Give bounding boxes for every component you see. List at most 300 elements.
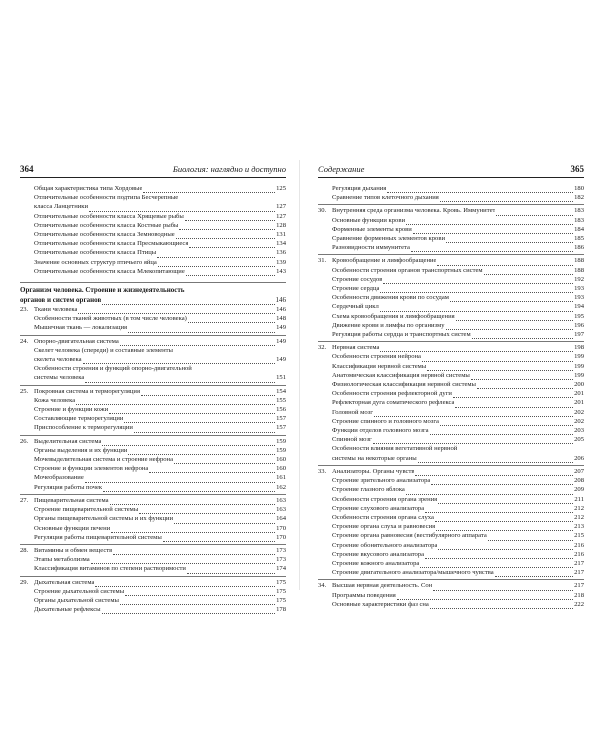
leader-dots: [471, 373, 573, 380]
toc-entry-page: 196: [574, 321, 584, 329]
toc-entry-page: 200: [574, 381, 584, 389]
toc-entry: [318, 591, 584, 600]
leader-dots: [406, 488, 573, 495]
leader-dots: [450, 295, 573, 302]
toc-entry: [20, 555, 286, 564]
toc-entry: [20, 202, 286, 211]
toc-entry-title: Спинной мозг: [332, 436, 372, 444]
toc-entry: [20, 267, 286, 276]
toc-entry-page: 149: [276, 337, 286, 345]
toc-entry-page: 205: [574, 436, 584, 444]
toc-entry-number: 28.: [20, 546, 29, 554]
toc-entry: [318, 352, 584, 361]
toc-entry-page: 209: [574, 486, 584, 494]
leader-dots: [103, 485, 275, 492]
leader-dots: [189, 241, 275, 248]
toc-entry-title: Отличительные особенности класса Земноводные: [34, 231, 175, 239]
toc-entry: [318, 476, 584, 485]
toc-entry-page: 217: [574, 582, 584, 590]
toc-entry-page: 217: [574, 559, 584, 567]
leader-dots: [387, 186, 573, 193]
toc-entry-title: Движение крови и лимфы по организму: [332, 321, 445, 329]
toc-entry-number: 29.: [20, 578, 29, 586]
toc-entry-page: 202: [574, 417, 584, 425]
toc-entry-page: 127: [276, 203, 286, 211]
toc-entry: [318, 426, 584, 435]
toc-entry-title: Строение спинного и головного мозга: [332, 417, 439, 425]
leader-dots: [383, 277, 573, 284]
toc-entry-title: Строение вкусового анализатора: [332, 550, 425, 558]
toc-entry-page: 175: [276, 596, 286, 604]
toc-entry: [20, 346, 286, 355]
toc-entry: [318, 293, 584, 302]
toc-entry: [318, 417, 584, 426]
toc-entry-page: 151: [276, 374, 286, 382]
leader-dots: [380, 286, 573, 293]
toc-entry-title: Особенности строения органа слуха: [332, 513, 434, 521]
toc-entry-title: Особенности строения органа зрения: [332, 495, 438, 503]
toc-entry-title: Особенности тканей животных (в том числе человека): [34, 315, 187, 323]
toc-entry-page: 174: [276, 565, 286, 573]
toc-entry-page: 134: [276, 240, 286, 248]
leader-dots: [438, 497, 573, 504]
right-page-number: 365: [570, 164, 584, 174]
leader-dots: [174, 517, 275, 524]
leader-dots: [149, 466, 275, 473]
toc-entry: [318, 568, 584, 577]
toc-entry-page: 188: [574, 266, 584, 274]
toc-entry: [20, 446, 286, 455]
leader-dots: [446, 236, 573, 243]
toc-entry: [20, 248, 286, 257]
toc-entry-title: Строение глазного яблока: [332, 486, 405, 494]
leader-dots: [128, 326, 275, 333]
leader-dots: [436, 524, 573, 531]
toc-entry-title: Классификация витаминов по степени растворимости: [34, 565, 186, 573]
leader-dots: [438, 543, 573, 550]
toc-entry-title: Нервная система: [332, 344, 380, 352]
toc-entry-page: 208: [574, 477, 584, 485]
toc-entry: [20, 385, 286, 396]
toc-entry-title: Отличительные особенности подтипа Бесчерепные: [34, 194, 179, 202]
toc-entry-page: 199: [574, 353, 584, 361]
leader-dots: [435, 515, 573, 522]
toc-entry-page: 160: [276, 456, 286, 464]
leader-dots: [176, 232, 275, 239]
leader-dots: [89, 205, 275, 212]
toc-entry: [318, 380, 584, 389]
toc-entry-page: 180: [574, 185, 584, 192]
toc-entry-page: 182: [574, 194, 584, 202]
toc-entry-page: 143: [276, 267, 286, 275]
toc-entry-title: Отличительные особенности класса Хрящевые рыбы: [34, 212, 184, 220]
toc-entry: [20, 396, 286, 405]
leader-dots: [472, 332, 573, 339]
left-page: [20, 164, 286, 614]
toc-entry: [20, 423, 286, 432]
toc-entry-title: Витамины и обмен веществ: [34, 546, 113, 554]
leader-dots: [430, 602, 573, 609]
toc-entry-page: 162: [276, 483, 286, 491]
toc-entry: [20, 230, 286, 239]
toc-entry-page: 213: [574, 523, 584, 531]
toc-entry: [318, 284, 584, 293]
toc-entry: [318, 204, 584, 215]
toc-entry: [318, 541, 584, 550]
toc-entry-title: Анализаторы. Органы чувств: [332, 467, 415, 475]
toc-entry: [20, 373, 286, 382]
leader-dots: [422, 355, 573, 362]
toc-entry: [20, 464, 286, 473]
leader-dots: [141, 389, 275, 396]
toc-entry: [318, 275, 584, 284]
leader-dots: [102, 439, 275, 446]
toc-entry-title: системы на некоторые органы: [332, 454, 417, 462]
leader-dots: [397, 593, 573, 600]
toc-entry: [318, 550, 584, 559]
toc-entry-title: Опорно-двигательная система: [34, 337, 119, 345]
toc-entry: [20, 514, 286, 523]
toc-entry-title: Выделительная система: [34, 437, 102, 445]
leader-dots: [406, 218, 573, 225]
leader-dots: [440, 195, 573, 202]
right-page-header: [318, 164, 584, 178]
toc-entry-title: класса Ланцетники: [34, 203, 88, 211]
toc-entry-page: 157: [276, 415, 286, 423]
toc-entry-title: Регуляция дыхания: [332, 185, 387, 192]
toc-entry: [318, 254, 584, 265]
toc-entry-title: Особенности строения органов транспортных систем: [332, 266, 483, 274]
toc-entry-title: Регуляция работы пищеварительной системы: [34, 533, 162, 541]
toc-entry-page: 155: [276, 396, 286, 404]
toc-entry: [20, 494, 286, 505]
toc-entry-page: 185: [574, 235, 584, 243]
leader-dots: [158, 260, 275, 267]
toc-entry-title: Скелет человека (спереди) и составные элементы: [34, 346, 173, 354]
leader-dots: [91, 557, 275, 564]
leader-dots: [179, 223, 275, 230]
toc-entry-title: Регуляция работы почек: [34, 483, 103, 491]
toc-entry-page: 149: [276, 324, 286, 332]
leader-dots: [95, 580, 275, 587]
toc-entry-page: 183: [574, 207, 584, 215]
toc-entry-page: 216: [574, 550, 584, 558]
toc-entry-title: Сердечный цикл: [332, 303, 379, 311]
toc-entry-title: Отличительные особенности класса Млекопитающие: [34, 267, 185, 275]
toc-entry-number: 30.: [318, 207, 327, 215]
toc-entry-page: 212: [574, 504, 584, 512]
toc-entry-number: 33.: [318, 467, 327, 475]
part-heading-page: 146: [275, 296, 286, 305]
toc-entry-title: Головной мозг: [332, 408, 373, 416]
toc-entry: [20, 323, 286, 332]
toc-entry: [20, 505, 286, 514]
toc-entry-title: Общая характеристика типа Хордовые: [34, 185, 143, 192]
leader-dots: [446, 323, 574, 330]
toc-entry-page: 127: [276, 212, 286, 220]
leader-dots: [495, 570, 573, 577]
toc-entry-title: Сравнение типов клеточного дыхания: [332, 194, 439, 202]
toc-entry: [20, 314, 286, 323]
toc-entry-page: 184: [574, 225, 584, 233]
leader-dots: [120, 339, 275, 346]
toc-entry-title: Строение кожного анализатора: [332, 559, 420, 567]
toc-entry-page: 160: [276, 465, 286, 473]
leader-dots: [111, 526, 275, 533]
toc-entry-title: Кровообращение и лимфообращение: [332, 257, 437, 265]
toc-entry: [318, 193, 584, 202]
toc-entry-title: Дыхательные рефлексы: [34, 606, 101, 614]
toc-entry-title: Особенности строения нейрона: [332, 353, 421, 361]
leader-dots: [125, 589, 275, 596]
toc-entry-title: Высшая нервная деятельность. Сон: [332, 582, 433, 590]
toc-entry-page: 193: [574, 285, 584, 293]
toc-entry-page: 164: [276, 515, 286, 523]
toc-entry-page: 217: [574, 569, 584, 577]
toc-entry: [318, 234, 584, 243]
leader-dots: [455, 401, 573, 408]
toc-entry: [318, 362, 584, 371]
leader-dots: [425, 506, 573, 513]
toc-entry: [318, 559, 584, 568]
toc-entry-page: 146: [276, 306, 286, 314]
toc-entry-page: 211: [574, 495, 584, 503]
leader-dots: [380, 345, 573, 352]
toc-entry-title: Этапы метаболизма: [34, 556, 90, 564]
toc-entry-page: 222: [574, 600, 584, 608]
leader-dots: [431, 478, 573, 485]
leader-dots: [188, 316, 275, 323]
toc-entry: [318, 504, 584, 513]
leader-dots: [411, 245, 573, 252]
toc-entry-title: Строение двигательного анализатора/мышечного чувства: [332, 569, 494, 577]
toc-entry-title: Строение обонятельного анализатора: [332, 541, 438, 549]
leader-dots: [456, 314, 573, 321]
leader-dots: [174, 457, 275, 464]
toc-entry-title: Строение пищеварительной системы: [34, 506, 139, 514]
toc-entry-page: 198: [574, 344, 584, 352]
leader-dots: [143, 186, 275, 193]
toc-entry: [20, 564, 286, 573]
toc-entry-page: 199: [574, 362, 584, 370]
right-toc-list: [318, 184, 584, 609]
toc-entry-title: Анатомическая классификация нервной системы: [332, 371, 470, 379]
toc-entry-title: Органы выделения и их функции: [34, 446, 128, 454]
toc-entry-page: 149: [276, 356, 286, 364]
left-page-number: 364: [20, 164, 34, 174]
toc-entry: [20, 355, 286, 364]
toc-entry: [20, 587, 286, 596]
toc-entry-page: 207: [574, 467, 584, 475]
toc-entry-title: Физиологическая классификация нервной системы: [332, 381, 476, 389]
left-page-header: [20, 164, 286, 178]
toc-entry: [20, 576, 286, 587]
toc-entry-title: Функции отделов головного мозга: [332, 427, 429, 435]
toc-entry: [318, 454, 584, 463]
toc-entry-page: 192: [574, 275, 584, 283]
leader-dots: [78, 307, 275, 314]
leader-dots: [186, 269, 275, 276]
leader-dots: [418, 456, 573, 463]
toc-entry: [318, 398, 584, 407]
toc-entry: [318, 371, 584, 380]
leader-dots: [380, 305, 573, 312]
toc-entry-title: Особенности строения рефлекторной дуги: [332, 390, 452, 398]
toc-entry: [20, 544, 286, 555]
toc-entry-title: Составляющие терморегуляции: [34, 415, 124, 423]
leader-dots: [157, 251, 275, 258]
toc-entry-page: 186: [574, 244, 584, 252]
toc-entry: [318, 579, 584, 590]
toc-entry-page: 178: [276, 606, 286, 614]
toc-entry-page: 203: [574, 427, 584, 435]
leader-dots: [437, 259, 573, 266]
toc-entry-title: Строение сосудов: [332, 275, 383, 283]
leader-dots: [187, 567, 275, 574]
toc-entry-title: Кожа человека: [34, 396, 76, 404]
left-toc-list-top: [20, 184, 286, 276]
toc-entry-title: Основные функции печени: [34, 524, 111, 532]
toc-entry-title: Строение органа равновесия (вестибулярного аппарата: [332, 532, 487, 540]
toc-entry: [318, 341, 584, 352]
toc-entry: [20, 533, 286, 542]
toc-entry-page: 212: [574, 513, 584, 521]
toc-entry-title: Рефлекторная дуга соматического рефлекса: [332, 399, 455, 407]
toc-entry-page: 193: [574, 294, 584, 302]
leader-dots: [109, 407, 275, 414]
leader-dots: [120, 598, 275, 605]
toc-entry: [318, 513, 584, 522]
leader-dots: [374, 410, 573, 417]
toc-entry: [318, 465, 584, 476]
toc-entry-title: Схема кровообращения и лимфообращения: [332, 312, 455, 320]
toc-entry-title: Дыхательная система: [34, 578, 95, 586]
toc-entry: [318, 225, 584, 234]
toc-entry-title: Классификация нервной системы: [332, 362, 427, 370]
toc-entry: [20, 524, 286, 533]
leader-dots: [134, 426, 275, 433]
leader-dots: [185, 214, 275, 221]
leader-dots: [128, 448, 275, 455]
toc-entry-page: 148: [276, 315, 286, 323]
toc-entry: [20, 435, 286, 446]
toc-entry-page: 218: [574, 591, 584, 599]
right-running-title: Содержание: [318, 164, 365, 174]
leader-dots: [163, 535, 275, 542]
toc-entry-title: Строение зрительного анализатора: [332, 477, 431, 485]
toc-entry-page: 173: [276, 546, 286, 554]
toc-entry: [318, 408, 584, 417]
toc-entry-title: Приспособление к терморегуляции: [34, 424, 133, 432]
toc-entry-page: 173: [276, 556, 286, 564]
toc-entry-page: 175: [276, 587, 286, 595]
toc-entry-number: 23.: [20, 306, 29, 314]
toc-entry: [20, 483, 286, 492]
leader-dots: [433, 584, 573, 591]
toc-entry: [20, 596, 286, 605]
toc-entry: [20, 193, 286, 202]
toc-entry: [318, 531, 584, 540]
toc-entry: [20, 605, 286, 614]
toc-entry-page: 188: [574, 257, 584, 265]
toc-entry-title: Мочеобразование: [34, 474, 84, 482]
toc-entry: [318, 435, 584, 444]
right-page: [318, 164, 584, 609]
part-heading-line2-row: [20, 295, 286, 305]
leader-dots: [484, 268, 574, 275]
toc-entry-title: Отличительные особенности класса Пресмыкающиеся: [34, 240, 189, 248]
leader-dots: [477, 382, 573, 389]
toc-entry: [20, 258, 286, 267]
leader-dots: [102, 607, 276, 614]
toc-entry: [318, 321, 584, 330]
leader-dots: [415, 469, 573, 476]
toc-entry: [318, 216, 584, 225]
leader-dots: [76, 398, 275, 405]
leader-dots: [110, 498, 276, 505]
toc-entry-page: 199: [574, 371, 584, 379]
toc-entry: [20, 405, 286, 414]
toc-entry-title: Мочевыделительная система и строение нефрона: [34, 456, 174, 464]
toc-entry-page: 170: [276, 533, 286, 541]
toc-entry: [318, 495, 584, 504]
toc-entry-title: Строение и функции кожи: [34, 406, 109, 414]
toc-entry-page: 131: [276, 231, 286, 239]
toc-entry-title: Строение и функции элементов нефрона: [34, 465, 149, 473]
leader-dots: [488, 534, 573, 541]
toc-entry-title: скелета человека: [34, 356, 82, 364]
toc-entry-title: Пищеварительная система: [34, 496, 109, 504]
leader-dots: [113, 548, 275, 555]
toc-entry-title: Внутренняя среда организма человека. Кровь. Иммунитет: [332, 207, 496, 215]
toc-entry-title: Отличительные особенности класса Птицы: [34, 249, 157, 257]
toc-entry: [318, 302, 584, 311]
left-running-title: Биология: наглядно и доступно: [172, 164, 286, 174]
toc-entry-title: Особенности движения крови по сосудам: [332, 294, 449, 302]
toc-entry-page: 206: [574, 454, 584, 462]
toc-entry-title: Значение основных структур птичьего яйца: [34, 258, 157, 266]
toc-entry: [20, 455, 286, 464]
toc-entry-title: Строение дыхательной системы: [34, 587, 125, 595]
toc-entry-page: 154: [276, 387, 286, 395]
toc-entry-page: 201: [574, 399, 584, 407]
toc-entry-title: Основные функции крови: [332, 216, 405, 224]
toc-entry-number: 34.: [318, 582, 327, 590]
toc-entry-number: 24.: [20, 337, 29, 345]
toc-entry-title: Форменные элементы крови: [332, 225, 412, 233]
left-toc-list-bottom: [20, 305, 286, 614]
toc-entry-page: 159: [276, 446, 286, 454]
toc-entry-title: Программы поведения: [332, 591, 396, 599]
toc-entry-page: 139: [276, 258, 286, 266]
toc-entry-number: 25.: [20, 387, 29, 395]
part-heading-line2: органов и систем органов: [20, 296, 102, 305]
toc-entry-title: Особенности влияния вегетативной нервной: [332, 445, 458, 453]
book-gutter: [299, 160, 300, 590]
toc-entry: [318, 600, 584, 609]
toc-entry-title: Отличительные особенности класса Костные рыбы: [34, 221, 179, 229]
toc-entry-page: 197: [574, 331, 584, 339]
leader-dots: [102, 298, 274, 305]
toc-entry-title: Строение органа слуха и равновесия: [332, 523, 436, 531]
leader-dots: [139, 507, 275, 514]
toc-entry-title: Регуляция работы сердца и транспортных систем: [332, 331, 471, 339]
toc-entry-page: 163: [276, 496, 286, 504]
toc-entry-page: 170: [276, 524, 286, 532]
leader-dots: [420, 561, 573, 568]
leader-dots: [440, 419, 573, 426]
toc-entry: [20, 473, 286, 482]
